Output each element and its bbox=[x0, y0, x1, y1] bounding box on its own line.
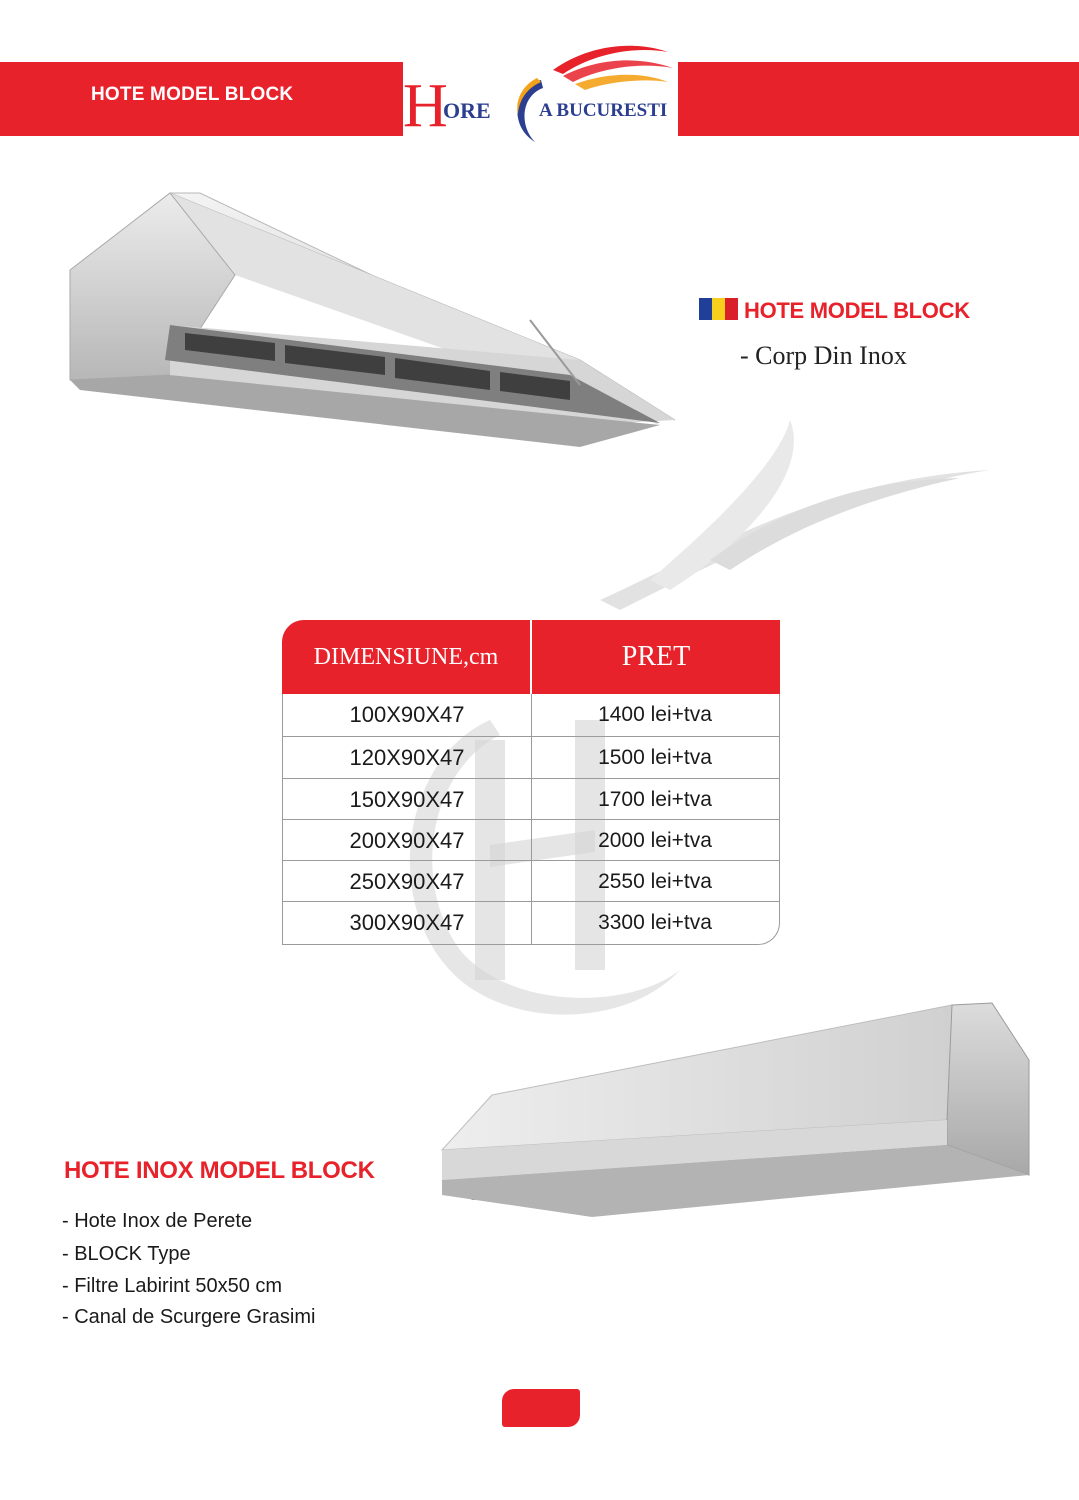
price-cell: 1700 lei+tva bbox=[598, 788, 712, 811]
dimension-cell: 120X90X47 bbox=[349, 745, 465, 770]
table-row bbox=[283, 819, 779, 862]
price-cell: 2000 lei+tva bbox=[598, 829, 712, 852]
horeca-bucuresti-logo bbox=[403, 30, 678, 150]
table-row bbox=[283, 736, 779, 779]
table-row bbox=[283, 860, 779, 903]
table-row bbox=[283, 901, 779, 944]
dimension-cell: 250X90X47 bbox=[349, 869, 465, 894]
dimension-cell: 200X90X47 bbox=[349, 828, 465, 853]
table-row bbox=[283, 694, 779, 736]
header-title: HOTE MODEL BLOCK bbox=[91, 84, 294, 105]
price-cell: 1400 lei+tva bbox=[598, 703, 712, 726]
dimension-cell: 150X90X47 bbox=[349, 787, 465, 812]
product-heading: HOTE MODEL BLOCK bbox=[744, 298, 970, 323]
dimension-cell: 300X90X47 bbox=[349, 910, 465, 935]
table-row bbox=[283, 778, 779, 821]
list-item: - Hote Inox de Perete bbox=[62, 1210, 253, 1232]
logo-word-part-1: ORE bbox=[443, 98, 491, 123]
price-cell: 2550 lei+tva bbox=[598, 870, 712, 893]
product-feature: - Corp Din Inox bbox=[740, 341, 907, 370]
list-item: - Filtre Labirint 50x50 cm bbox=[62, 1275, 283, 1297]
decorative-swoosh bbox=[560, 400, 1000, 620]
list-item: - Canal de Scurgere Grasimi bbox=[62, 1306, 316, 1328]
price-cell: 1500 lei+tva bbox=[598, 746, 712, 769]
logo-letter-h: H bbox=[403, 72, 448, 140]
feature-list bbox=[62, 1205, 315, 1333]
romania-flag-icon bbox=[699, 298, 738, 320]
table-body bbox=[282, 694, 780, 945]
price-table bbox=[282, 620, 780, 946]
page-tab bbox=[502, 1389, 580, 1427]
logo-word-part-2: A BUCURESTI bbox=[539, 100, 668, 121]
hood-image-bottom bbox=[432, 995, 1037, 1225]
price-column-header: PRET bbox=[621, 641, 691, 672]
dimension-cell: 100X90X47 bbox=[349, 702, 465, 727]
header-bar-right bbox=[678, 62, 1079, 136]
dimension-column-header: DIMENSIUNE,cm bbox=[313, 644, 499, 670]
price-cell: 3300 lei+tva bbox=[598, 911, 712, 934]
list-item: - BLOCK Type bbox=[62, 1243, 191, 1265]
table-header bbox=[282, 620, 780, 694]
inox-model-heading: HOTE INOX MODEL BLOCK bbox=[64, 1157, 375, 1184]
